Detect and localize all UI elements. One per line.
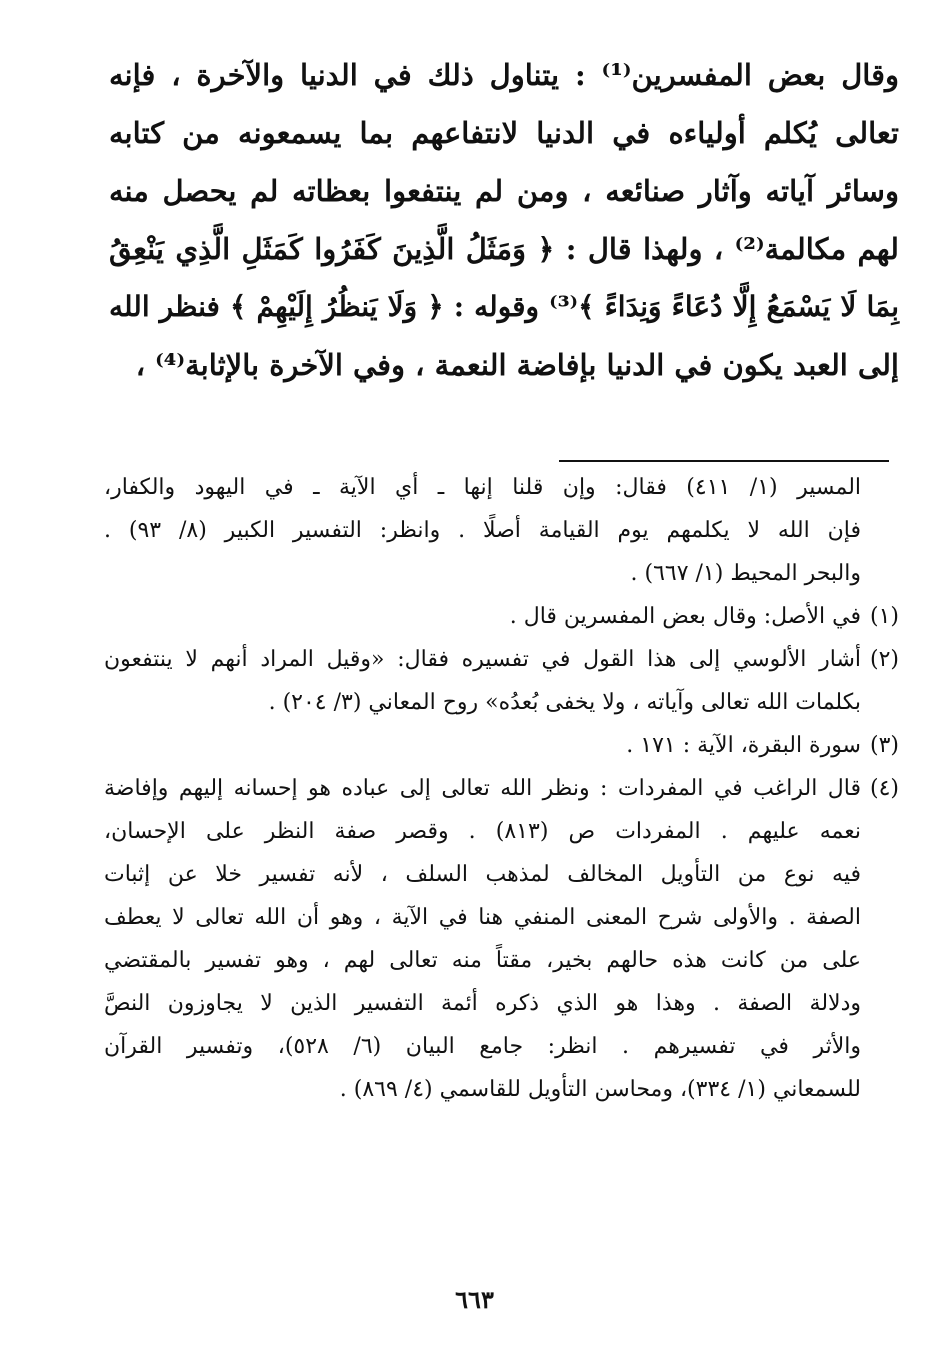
footnote-number: (٤) [869,776,899,801]
footnote-text-line: نعمه عليهم . المفردات ص (٨١٣) . وقصر صفة النظر على الإحسان، [104,819,861,844]
main-line: لهم مكالمة⁽²⁾ ، ولهذا قال : ﴿ وَمَثَلُ الَّذِينَ كَفَرُوا كَمَثَلِ الَّذِي يَنْعِقُ [109,232,899,266]
footnote-text-line: على من كانت هذه حالهم بخير، مقتاً منه تعالى لهم ، وهو تفسير بالمقتضي [104,948,861,973]
footnote-3 [104,724,899,767]
footnote-text-line: للسمعاني (١/ ٣٣٤)، ومحاسن التأويل للقاسمي (٤/ ٨٦٩) . [339,1077,861,1102]
main-line: بِمَا لَا يَسْمَعُ إِلَّا دُعَاءً وَنِدَاءً ﴾⁽³⁾ وقوله : ﴿ وَلَا يَنظُرُ إِلَيْهِمْ ﴾ فنظر الله [109,290,899,323]
footnote-text: في الأصل: وقال بعض المفسرين قال . [509,604,861,629]
footnote-number: (١) [869,604,899,629]
footnote-number: (٣) [869,733,899,758]
footnote-continuation-line: والبحر المحيط (١/ ٦٦٧) . [630,561,861,586]
footnote-number: (٢) [869,647,899,672]
footnotes [104,466,899,1111]
page-number: ٦٦٣ [455,1285,494,1314]
footnote-text-line: الصفة . والأولى شرح المعنى المنفي هنا في الآية ، وهو أن الله تعالى لا يعطف [104,905,861,930]
footnote-text: أشار الألوسي إلى هذا القول في تفسيره فقال: «وقيل المراد أنهم لا ينتفعون [104,647,861,672]
footnote-text: قال الراغب في المفردات : ونظر الله تعالى إلى عباده هو إحسانه إليهم وإفاضة [104,776,861,801]
main-line: إلى العبد يكون في الدنيا بإفاضة النعمة ، وفي الآخرة بالإثابة⁽⁴⁾ ، [135,348,899,382]
footnote-text-line: فيه نوع من التأويل المخالف لمذهب السلف ، لأنه تفسير خلا عن إثبات [104,862,861,887]
footnote-continuation-line: فإن الله لا يكلمهم يوم القيامة أصلًا . وانظر: التفسير الكبير (٨/ ٩٣) . [104,518,862,543]
footnote-text-line: ودلالة الصفة . وهذا هو الذي ذكره أئمة التفسير الذين لا يجاوزون النصَّ [104,991,861,1016]
footnote-text-line: والأثر في تفسيرهم . انظر: جامع البيان (٦/ ٥٢٨)، وتفسير القرآن [104,1034,861,1059]
main-text [109,46,899,394]
footnote-text-line: بكلمات الله تعالى وآياته ، ولا يخفى بُعدُه» روح المعاني (٣/ ٢٠٤) . [268,690,861,715]
footnote-4 [104,767,899,810]
main-line: تعالى يُكلم أولياءه في الدنيا لانتفاعهم بما يسمعونه من كتابه [109,116,899,150]
footnote-separator [559,460,889,462]
footnote-text: سورة البقرة، الآية : ١٧١ . [626,733,861,758]
main-line: وقال بعض المفسرين⁽¹⁾ : يتناول ذلك في الدنيا والآخرة ، فإنه [109,58,899,92]
footnote-continuation-line: المسير (١/ ٤١١) فقال: وإن قلنا إنها ـ أي الآية ـ في اليهود والكفار، [104,475,862,500]
main-line: وسائر آياته وآثار صنائعه ، ومن لم ينتفعوا بعظاته لم يحصل منه [109,174,899,208]
footnote-1 [104,595,899,638]
footnote-2 [104,638,899,681]
